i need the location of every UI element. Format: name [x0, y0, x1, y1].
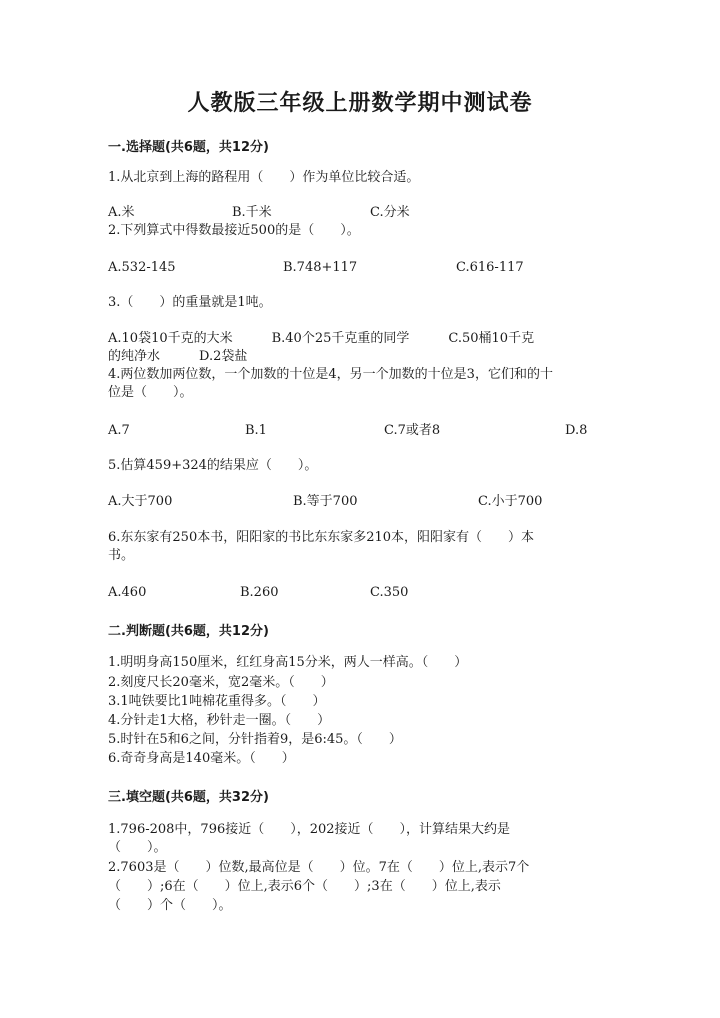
fill-q1-line2: （ ）。	[108, 840, 167, 855]
choice-q4-option-a: A.7	[108, 423, 130, 438]
section-heading-judge: 二.判断题(共6题，共12分)	[108, 624, 269, 639]
judge-item-4: 4.分针走1大格，秒针走一圈。（ ）	[108, 713, 331, 728]
page-title: 人教版三年级上册数学期中测试卷	[187, 91, 533, 116]
choice-q6-option-c: C.350	[370, 585, 409, 600]
choice-q5-option-a: A.大于700	[108, 494, 173, 509]
choice-q4-option-c: C.7或者8	[384, 423, 441, 438]
fill-q2-line3: （ ）个（ ）。	[108, 898, 232, 913]
choice-q5-option-b: B.等于700	[293, 494, 358, 509]
choice-q6-option-a: A.460	[108, 585, 147, 600]
choice-q1-stem: 1.从北京到上海的路程用（ ）作为单位比较合适。	[108, 170, 420, 185]
choice-q4-option-b: B.1	[245, 423, 267, 438]
judge-item-2: 2.刻度尺长20毫米，宽2毫米。（ ）	[108, 675, 334, 690]
judge-item-1: 1.明明身高150厘米，红红身高15分米，两人一样高。（ ）	[108, 655, 468, 670]
choice-q4-stem-line2: 位是（ ）。	[108, 385, 193, 400]
section-heading-fill: 三.填空题(共6题，共32分)	[108, 790, 269, 805]
choice-q5-stem: 5.估算459+324的结果应（ ）。	[108, 458, 318, 473]
choice-q5-option-c: C.小于700	[478, 494, 543, 509]
fill-q2-line2: （ ）;6在（ ）位上,表示6个（ ）;3在（ ）位上,表示	[108, 879, 501, 894]
section-heading-choice: 一.选择题(共6题，共12分)	[108, 140, 269, 155]
choice-q1-option-a: A.米	[108, 205, 135, 220]
choice-q2-option-b: B.748+117	[283, 260, 358, 275]
choice-q2-option-a: A.532-145	[108, 260, 176, 275]
choice-q3-options-line1: A.10袋10千克的大米 B.40个25千克重的同学 C.50桶10千克	[108, 331, 535, 346]
choice-q1-option-c: C.分米	[370, 205, 410, 220]
fill-q2-line1: 2.7603是（ ）位数,最高位是（ ）位。7在（ ）位上,表示7个	[108, 860, 530, 875]
choice-q4-stem-line1: 4.两位数加两位数，一个加数的十位是4，另一个加数的十位是3，它们和的十	[108, 367, 553, 382]
choice-q2-stem: 2.下列算式中得数最接近500的是（ ）。	[108, 223, 360, 238]
choice-q6-stem-line2: 书。	[108, 548, 135, 563]
choice-q6-stem-line1: 6.东东家有250本书，阳阳家的书比东东家多210本，阳阳家有（ ）本	[108, 530, 535, 545]
fill-q1-line1: 1.796-208中，796接近（ ），202接近（ ），计算结果大约是	[108, 822, 511, 837]
judge-item-3: 3.1吨铁要比1吨棉花重得多。（ ）	[108, 694, 326, 709]
choice-q4-option-d: D.8	[565, 423, 588, 438]
judge-item-6: 6.奇奇身高是140毫米。（ ）	[108, 751, 295, 766]
choice-q1-option-b: B.千米	[232, 205, 272, 220]
choice-q3-stem: 3.（ ）的重量就是1吨。	[108, 295, 272, 310]
choice-q3-options-line2: 的纯净水 D.2袋盐	[108, 349, 248, 364]
choice-q2-option-c: C.616-117	[456, 260, 524, 275]
choice-q6-option-b: B.260	[240, 585, 279, 600]
judge-item-5: 5.时针在5和6之间，分针指着9，是6:45。（ ）	[108, 732, 402, 747]
